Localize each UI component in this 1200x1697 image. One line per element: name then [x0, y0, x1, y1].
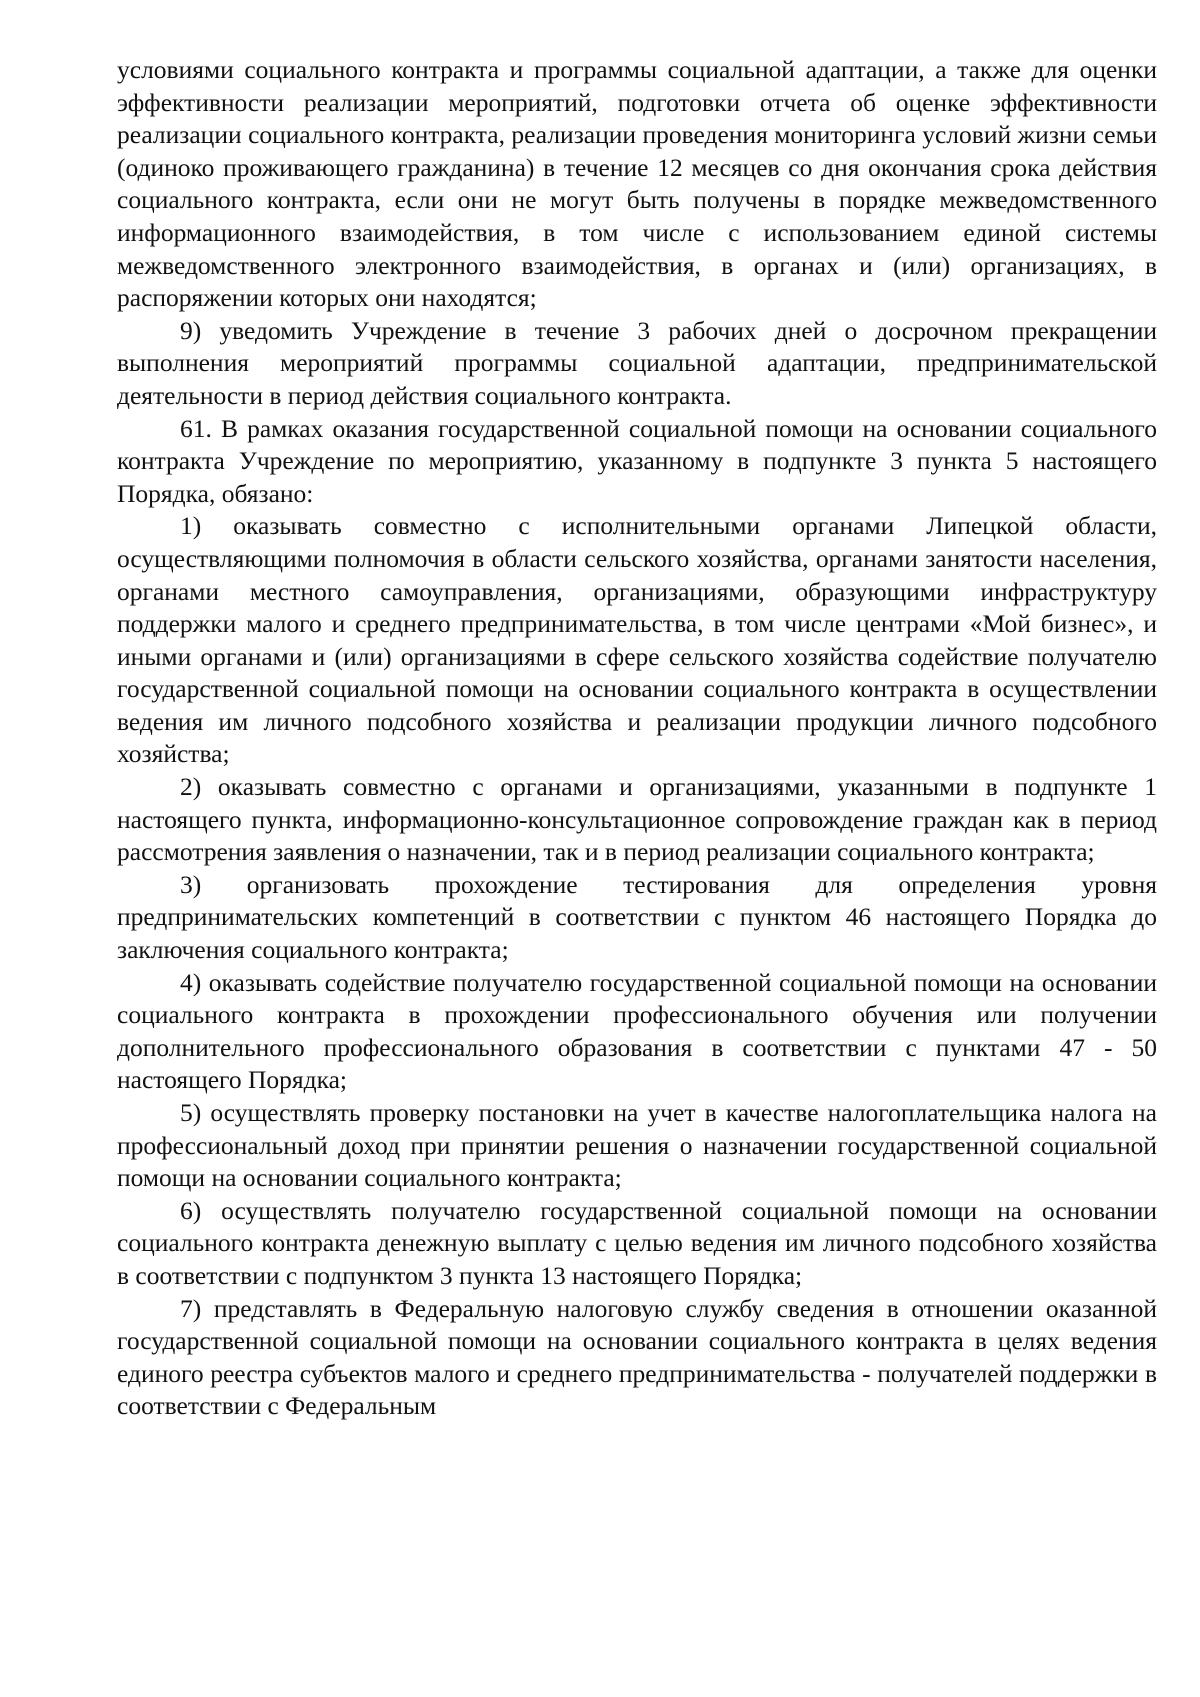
paragraph-item-9: 9) уведомить Учреждение в течение 3 рабочих дней о досрочном прекращении выполнения мероприятий программы социальной адаптации, предпринимательской деятельности в период действия социального контракта.: [117, 315, 1157, 410]
paragraph-item-5: 5) осуществлять проверку постановки на учет в качестве налогоплательщика налога на профессиональный доход при принятии решения о назначении государственной социальной помощи на основании социального контракта;: [117, 1098, 1157, 1193]
paragraph-item-6: 6) осуществлять получателю государственной социальной помощи на основании социального контракта денежную выплату с целью ведения им личного подсобного хозяйства в соответствии с подпунктом 3 пункта 13 настоящего Порядка;: [117, 1195, 1157, 1290]
paragraph-item-4: 4) оказывать содействие получателю государственной социальной помощи на основании социального контракта в прохождении профессионального обучения или получении дополнительного профессионального образования в соответствии с пунктами 47 - 50 настоящего Порядка;: [117, 967, 1157, 1095]
paragraph-continuation: условиями социального контракта и программы социальной адаптации, а также для оценки эффективности реализации мероприятий, подготовки отчета об оценке эффективности реализации социального контракта, реализации проведения мониторинга условий жизни семьи (одиноко проживающего гражданина) в течение 12 месяцев со дня окончания срока действия социального контракта, если они не могут быть получены в порядке межведомственного информационного взаимодействия, в том числе с использованием единой системы межведомственного электронного взаимодействия, в органах и (или) организациях, в распоряжении которых они находятся;: [117, 55, 1157, 313]
paragraph-item-3: 3) организовать прохождение тестирования для определения уровня предпринимательских компетенций в соответствии с пунктом 46 настоящего Порядка до заключения социального контракта;: [117, 869, 1157, 965]
paragraph-item-1: 1) оказывать совместно с исполнительными органами Липецкой области, осуществляющими полномочия в области сельского хозяйства, органами занятости населения, органами местного самоуправления, организациями, образующими инфраструктуру поддержки малого и среднего предпринимательства, в том числе центрами «Мой бизнес», и иными органами и (или) организациями в сфере сельского хозяйства содействие получателю государственной социальной помощи на основании социального контракта в осуществлении ведения им личного подсобного хозяйства и реализации продукции личного подсобного хозяйства;: [117, 511, 1157, 769]
paragraph-item-2: 2) оказывать совместно с органами и организациями, указанными в подпункте 1 настоящего пункта, информационно-консультационное сопровождение граждан как в период рассмотрения заявления о назначении, так и в период реализации социального контракта;: [117, 772, 1157, 867]
paragraph-item-7: 7) представлять в Федеральную налоговую службу сведения в отношении оказанной государственной социальной помощи на основании социального контракта в целях ведения единого реестра субъектов малого и среднего предпринимательства - получателей поддержки в соответствии с Федеральным: [117, 1293, 1157, 1421]
document-page: [117, 54, 1157, 1423]
paragraph-clause-61: 61. В рамках оказания государственной социальной помощи на основании социального контракта Учреждение по мероприятию, указанному в подпункте 3 пункта 5 настоящего Порядка, обязано:: [117, 413, 1157, 508]
